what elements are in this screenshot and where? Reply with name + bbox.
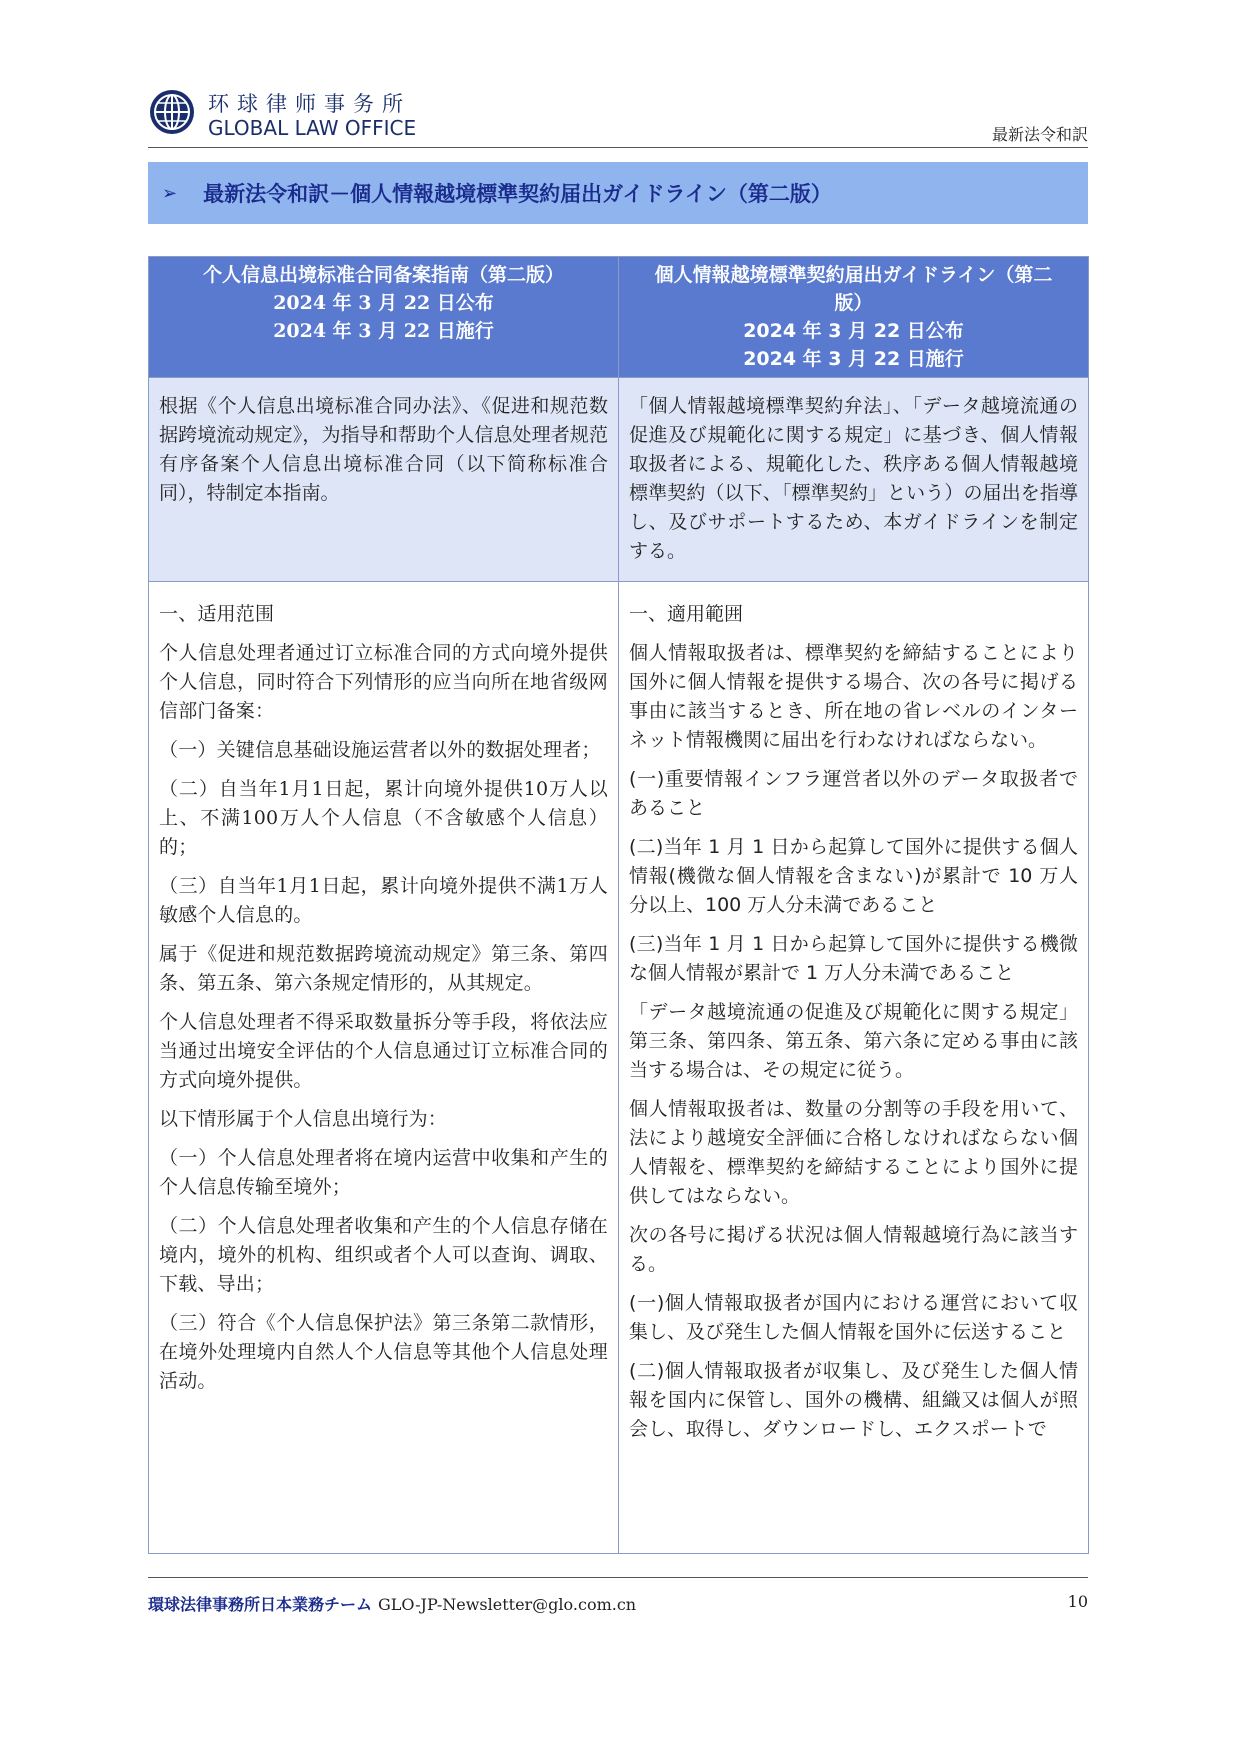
jp-preamble: 「個人情報越境標準契約弁法」、「データ越境流通の促進及び規範化に関する規定」に基づき、個人情報取扱者による、規範化した、秩序ある個人情報越境標準契約（以下、「標準契約」という）の届出を指導し、及びサポートするため、本ガイドラインを制定する。	[629, 395, 1078, 562]
jp-paragraph: 「データ越境流通の促進及び規範化に関する規定」第三条、第四条、第五条、第六条に定める事由に該当する場合は、その規定に従う。	[629, 1001, 1078, 1081]
page-header	[148, 82, 1088, 146]
jp-paragraph: (一)個人情報取扱者が国内における運営において収集し、及び発生した個人情報を国外に伝送すること	[629, 1292, 1078, 1343]
logo-chinese-name: 环球律师事务所	[208, 92, 411, 116]
logo-english-name: GLOBAL LAW OFFICE	[208, 116, 417, 140]
banner-title: 最新法令和訳－個人情報越境標準契約届出ガイドライン（第二版）	[203, 182, 832, 206]
jp-header-title: 個人情報越境標準契約届出ガイドライン（第二	[654, 264, 1053, 286]
chinese-column-header	[149, 257, 619, 378]
footer-contact	[148, 1592, 636, 1615]
arrow-bullet-icon: ➢	[162, 182, 178, 204]
jp-paragraph: 一、適用範囲	[629, 603, 744, 625]
japanese-column-header	[619, 257, 1089, 378]
cn-preamble-cell	[149, 378, 619, 582]
footer-email-link[interactable]: GLO-JP-Newsletter@glo.com.cn	[378, 1595, 637, 1614]
jp-paragraph: 次の各号に掲げる状況は個人情報越境行為に該当する。	[629, 1224, 1078, 1275]
cn-paragraph: 以下情形属于个人信息出境行为：	[159, 1108, 448, 1130]
cn-header-published: 2024 年 3 月 22 日公布	[273, 292, 494, 314]
jp-paragraph: (二)個人情報取扱者が収集し、及び発生した個人情報を国内に保管し、国外の機構、組織又は個人が照会し、取得し、ダウンロードし、エクスポートで	[629, 1360, 1078, 1440]
cn-paragraph: （二）自当年1月1日起，累计向境外提供10万人以上、不满100万人个人信息（不含敏感个人信息）的；	[159, 778, 608, 858]
header-divider	[148, 147, 1088, 148]
cn-paragraph: 一、适用范围	[159, 603, 275, 625]
jp-paragraph: 個人情報取扱者は、標準契約を締結することにより国外に個人情報を提供する場合、次の各号に掲げる事由に該当するとき、所在地の省レベルのインターネット情報機関に届出を行わなければならない。	[629, 642, 1078, 751]
cn-paragraph: 个人信息处理者不得采取数量拆分等手段，将依法应当通过出境安全评估的个人信息通过订立标准合同的方式向境外提供。	[159, 1011, 608, 1091]
cn-paragraph: 属于《促进和规范数据跨境流动规定》第三条、第四条、第五条、第六条规定情形的，从其规定。	[159, 943, 608, 994]
jp-header-effective: 2024 年 3 月 22 日施行	[743, 348, 964, 370]
cn-paragraph: （一）关键信息基础设施运营者以外的数据处理者；	[159, 739, 601, 761]
jp-paragraph: (一)重要情報インフラ運営者以外のデータ取扱者であること	[629, 768, 1078, 819]
jp-paragraph: 個人情報取扱者は、数量の分割等の手段を用いて、法により越境安全評価に合格しなければならない個人情報を、標準契約を締結することにより国外に提供してはならない。	[629, 1098, 1078, 1207]
cn-paragraph: （三）自当年1月1日起，累计向境外提供不满1万人敏感个人信息的。	[159, 875, 608, 926]
cn-paragraph: 个人信息处理者通过订立标准合同的方式向境外提供个人信息，同时符合下列情形的应当向所在地省级网信部门备案：	[159, 642, 608, 722]
footer-team-name: 環球法律事務所日本業務チーム	[148, 1595, 373, 1614]
jp-header-title-cont: 版）	[834, 292, 873, 314]
cn-paragraph: （二）个人信息处理者收集和产生的个人信息存储在境内，境外的机构、组织或者个人可以查询、调取、下载、导出；	[159, 1215, 608, 1295]
jp-paragraph: (三)当年 1 月 1 日から起算して国外に提供する機微な個人情報が累計で 1 万人分未満であること	[629, 933, 1078, 984]
cn-header-title: 个人信息出境标准合同备案指南（第二版）	[202, 264, 564, 286]
cn-paragraph: （三）符合《个人信息保护法》第三条第二款情形，在境外处理境内自然人个人信息等其他个人信息处理活动。	[159, 1312, 608, 1392]
cn-header-effective: 2024 年 3 月 22 日施行	[273, 320, 494, 342]
globe-logo-icon	[148, 88, 196, 136]
cn-paragraph: （一）个人信息处理者将在境内运营中收集和产生的个人信息传输至境外；	[159, 1147, 608, 1198]
comparison-table	[148, 256, 1089, 1554]
footer-divider	[148, 1577, 1088, 1578]
jp-header-published: 2024 年 3 月 22 日公布	[743, 320, 964, 342]
page-number: 10	[1067, 1592, 1088, 1611]
jp-preamble-cell	[619, 378, 1089, 582]
header-section-label: 最新法令和訳	[991, 125, 1088, 144]
jp-body-cell	[619, 582, 1089, 1554]
jp-paragraph: (二)当年 1 月 1 日から起算して国外に提供する個人情報(機微な個人情報を含まない)が累計で 10 万人分以上、100 万人分未満であること	[629, 836, 1078, 916]
cn-preamble: 根据《个人信息出境标准合同办法》、《促进和规范数据跨境流动规定》，为指导和帮助个人信息处理者规范有序备案个人信息出境标准合同（以下简称标准合同），特制定本指南。	[159, 395, 608, 504]
cn-body-cell	[149, 582, 619, 1554]
title-banner	[148, 162, 1088, 224]
